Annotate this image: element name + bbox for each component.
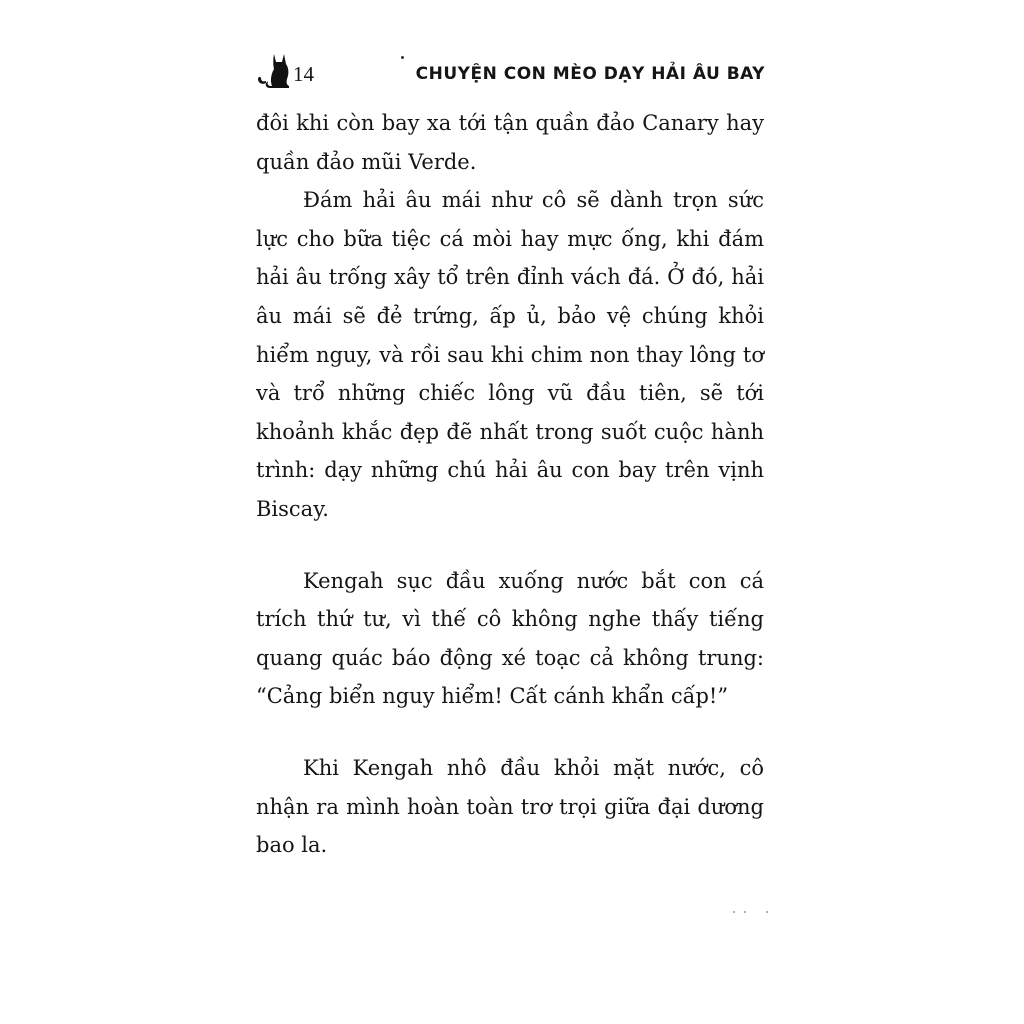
cat-silhouette-icon	[256, 50, 292, 88]
paragraph-kengah-alone: Khi Kengah nhô đầu khỏi mặt nước, cô nhận ra mình hoàn toàn trơ trọi giữa đại dương bao la.	[256, 755, 764, 858]
body-text	[256, 104, 764, 865]
paragraph-kengah-diving: Kengah sục đầu xuống nước bắt con cá trích thứ tư, vì thế cô không nghe thấy tiếng quang quác báo động xé toạc cả không trung: “Cảng biển nguy hiểm! Cất cánh khẩn cấp!”	[256, 568, 764, 709]
page-number: 14	[293, 62, 314, 86]
paragraph-seagulls-nesting: Đám hải âu mái như cô sẽ dành trọn sức lực cho bữa tiệc cá mòi hay mực ống, khi đám hải âu trống xây tổ trên đỉnh vách đá. Ở đó, hải âu mái sẽ đẻ trứng, ấp ủ, bảo vệ chúng khỏi hiểm nguy, và rồi sau khi chim non thay lông tơ và trổ những chiếc lông vũ đầu tiên, sẽ tới khoảnh khắc đẹp đẽ nhất trong suốt cuộc hành trình: dạy những chú hải âu con bay trên vịnh Biscay.	[256, 188, 764, 521]
page-header	[0, 0, 1024, 100]
running-title: CHUYỆN CON MÈO DẠY HẢI ÂU BAY	[415, 64, 765, 84]
print-speck	[401, 56, 404, 59]
paragraph-continuation: đôi khi còn bay xa tới tận quần đảo Canary hay quần đảo mũi Verde.	[256, 111, 764, 174]
print-specks	[731, 907, 771, 917]
